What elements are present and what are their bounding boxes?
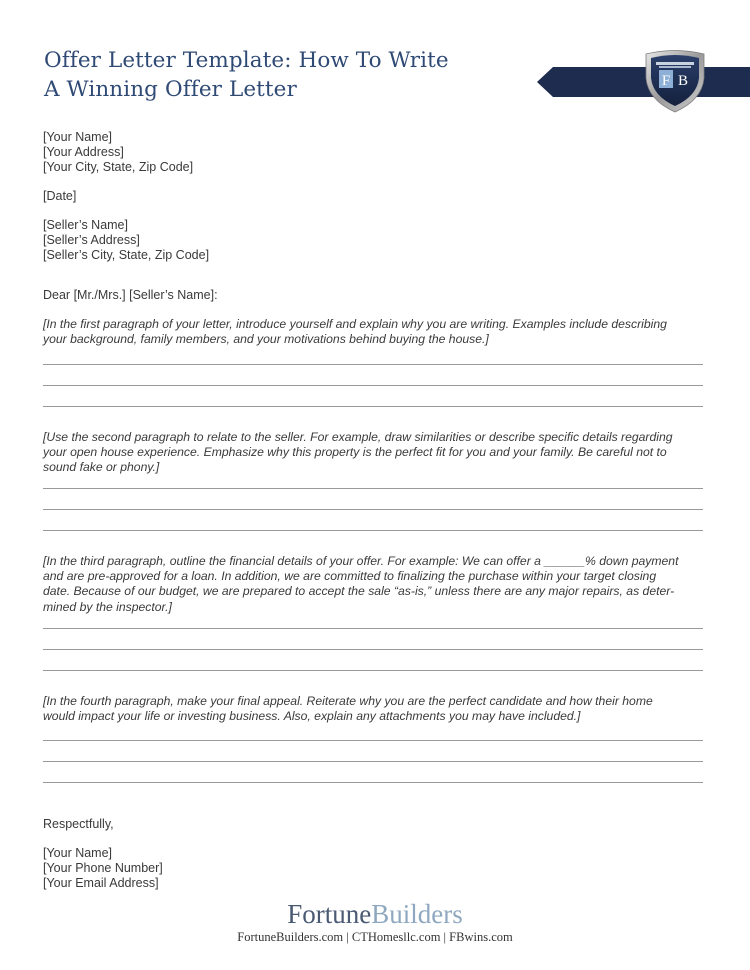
brand-builders: Builders xyxy=(371,899,463,929)
prompt-line: [In the fourth paragraph, make your final appeal. Reiterate why you are the perfect candidate and how their home xyxy=(43,694,653,708)
valediction: Respectfully, xyxy=(43,817,114,831)
paragraph-4-prompt xyxy=(43,694,708,724)
signature-email: [Your Email Address] xyxy=(43,876,159,890)
recipient-address-block xyxy=(43,218,209,263)
title-line-1: Offer Letter Template: How To Write xyxy=(44,48,449,73)
title-line-2: A Winning Offer Letter xyxy=(44,77,297,102)
sender-name: [Your Name] xyxy=(43,130,113,144)
writing-line[interactable] xyxy=(43,670,703,671)
date-block xyxy=(43,189,76,204)
prompt-line: [In the third paragraph, outline the financial details of your offer. For example: We can offer a ______% down payment xyxy=(43,554,679,568)
footer-brand-logo xyxy=(0,899,750,929)
writing-line[interactable] xyxy=(43,509,703,510)
salutation-block xyxy=(43,288,218,303)
signature-block xyxy=(43,846,163,891)
page-title xyxy=(44,46,449,104)
svg-text:F: F xyxy=(661,73,671,89)
prompt-line: sound fake or phony.] xyxy=(43,460,160,475)
writing-line[interactable] xyxy=(43,761,703,762)
recipient-address: [Seller’s Address] xyxy=(43,233,140,247)
shield-logo-icon xyxy=(640,48,710,114)
svg-text:B: B xyxy=(677,73,689,89)
salutation: Dear [Mr./Mrs.] [Seller’s Name]: xyxy=(43,288,218,302)
prompt-line: would impact your life or investing business. Also, explain any attachments you may have included.] xyxy=(43,709,581,724)
sender-city: [Your City, State, Zip Code] xyxy=(43,160,194,174)
prompt-line: and are pre-approved for a loan. In addition, we are committed to finalizing the purchase within your target closing xyxy=(43,569,657,584)
recipient-city: [Seller’s City, State, Zip Code] xyxy=(43,248,210,262)
recipient-name: [Seller’s Name] xyxy=(43,218,128,232)
writing-line[interactable] xyxy=(43,406,703,407)
prompt-line: [Use the second paragraph to relate to the seller. For example, draw similarities or describe specific details regarding xyxy=(43,430,673,444)
brand-fortune: Fortune xyxy=(287,899,372,929)
writing-line[interactable] xyxy=(43,364,703,365)
prompt-line: [In the first paragraph of your letter, introduce yourself and explain why you are writing. Examples include describing xyxy=(43,317,667,331)
signature-phone: [Your Phone Number] xyxy=(43,861,163,875)
writing-line[interactable] xyxy=(43,488,703,489)
prompt-line: date. Because of our budget, we are prepared to accept the sale “as-is,” unless there are any major repairs, as deter- xyxy=(43,584,675,599)
date: [Date] xyxy=(43,189,77,203)
prompt-line: mined by the inspector.] xyxy=(43,599,172,614)
paragraph-3-prompt xyxy=(43,554,708,615)
prompt-line: your background, family members, and your motivations behind buying the house.] xyxy=(43,332,489,347)
paragraph-2-prompt xyxy=(43,430,708,476)
sender-address-block xyxy=(43,130,193,175)
writing-line[interactable] xyxy=(43,628,703,629)
writing-line[interactable] xyxy=(43,385,703,386)
writing-line[interactable] xyxy=(43,649,703,650)
closing-block xyxy=(43,817,114,832)
writing-line[interactable] xyxy=(43,530,703,531)
footer-links: FortuneBuilders.com | CTHomesllc.com | FBwins.com xyxy=(237,930,513,944)
sender-address: [Your Address] xyxy=(43,145,124,159)
paragraph-1-prompt xyxy=(43,317,708,347)
writing-line[interactable] xyxy=(43,740,703,741)
signature-name: [Your Name] xyxy=(43,846,113,860)
prompt-line: your open house experience. Emphasize why this property is the perfect fit for you and your family. Be careful not to xyxy=(43,445,667,460)
writing-line[interactable] xyxy=(43,782,703,783)
